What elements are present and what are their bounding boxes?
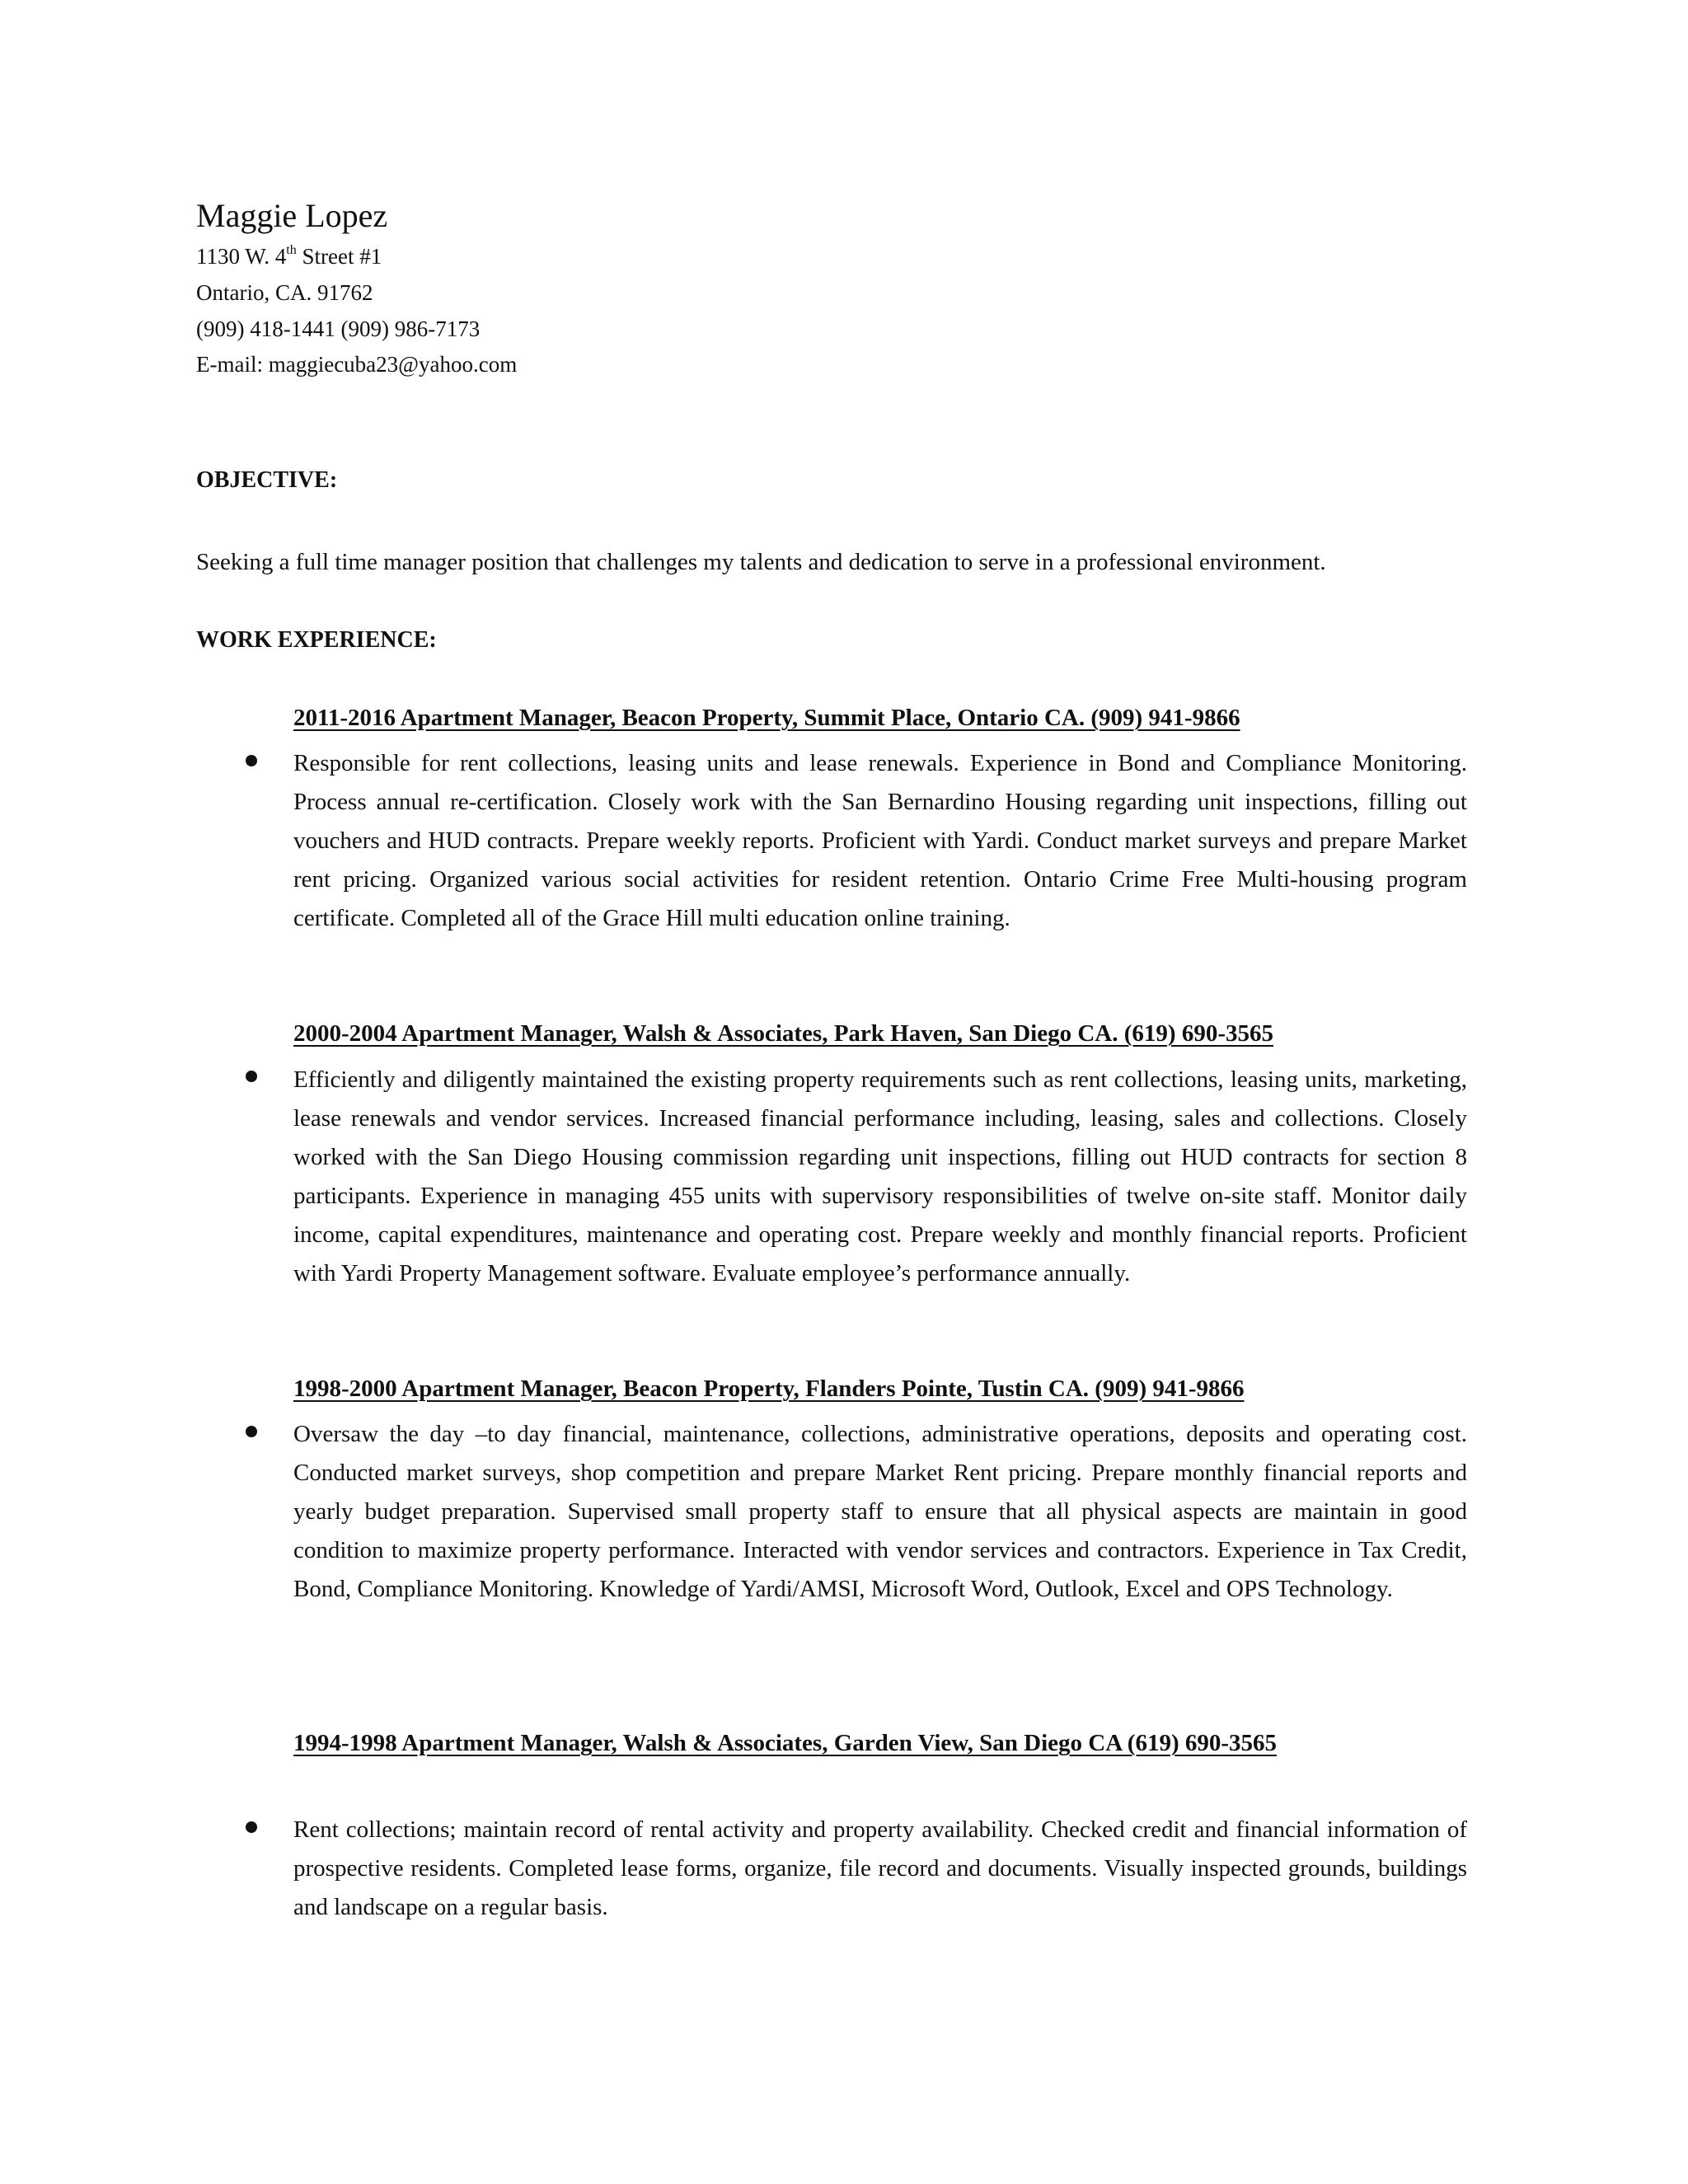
bullet-icon: [246, 755, 257, 766]
objective-heading: OBJECTIVE:: [196, 467, 338, 493]
applicant-name: Maggie Lopez: [196, 197, 388, 234]
job-description: Responsible for rent collections, leasing units and lease renewals. Experience in Bond and Compliance Monitoring. Process annual re-certification. Closely work with the San Bernardino Housing regarding unit inspections, filling out vouchers and HUD contracts. Prepare weekly reports. Proficient with Yardi. Conduct market surveys and prepare Market rent pricing. Organized various social activities for resident retention. Ontario Crime Free Multi-housing program certificate. Completed all of the Grace Hill multi education online training.: [293, 750, 1467, 931]
bullet-icon: [246, 1071, 257, 1082]
work-experience-heading: WORK EXPERIENCE:: [196, 627, 437, 653]
job-description: Oversaw the day –to day financial, maintenance, collections, administrative operations, deposits and operating cost. Conducted market surveys, shop competition and prepare Market Rent pricing. Prepare monthly financial reports and yearly budget preparation. Supervised small property staff to ensure that all physical aspects are maintain in good condition to maximize property performance. Interacted with vendor services and contractors. Experience in Tax Credit, Bond, Compliance Monitoring. Knowledge of Yardi/AMSI, Microsoft Word, Outlook, Excel and OPS Technology.: [293, 1421, 1467, 1602]
job-title: 2011-2016 Apartment Manager, Beacon Property, Summit Place, Ontario CA. (909) 941-9866: [293, 705, 1240, 731]
job-description: Rent collections; maintain record of rental activity and property availability. Checked credit and financial information of prospective residents. Completed lease forms, organize, file record and documents. Visually inspected grounds, buildings and landscape on a regular basis.: [293, 1816, 1467, 1920]
address-number: 1130 W. 4: [196, 244, 287, 269]
job-title: 1998-2000 Apartment Manager, Beacon Property, Flanders Pointe, Tustin CA. (909) 941-9866: [293, 1376, 1245, 1402]
job-title: 1994-1998 Apartment Manager, Walsh & Associates, Garden View, San Diego CA (619) 690-3565: [293, 1730, 1278, 1756]
bullet-icon: [246, 1821, 257, 1833]
job-description: Efficiently and diligently maintained the existing property requirements such as rent collections, leasing units, marketing, lease renewals and vendor services. Increased financial performance including, leasing, sales and collections. Closely worked with the San Diego Housing commission regarding unit inspections, filling out HUD contracts for section 8 participants. Experience in managing 455 units with supervisory responsibilities of twelve on-site staff. Monitor daily income, capital expenditures, maintenance and operating cost. Prepare weekly and monthly financial reports. Proficient with Yardi Property Management software. Evaluate employee’s performance annually.: [293, 1066, 1467, 1286]
email-line: E-mail: maggiecuba23@yahoo.com: [196, 352, 518, 377]
city-line: Ontario, CA. 91762: [196, 280, 373, 305]
objective-text: Seeking a full time manager position that challenges my talents and dedication to serve in a professional environment.: [196, 549, 1326, 575]
phone-line: (909) 418-1441 (909) 986-7173: [196, 316, 481, 341]
address-street: Street #1: [296, 244, 382, 269]
bullet-icon: [246, 1426, 257, 1437]
address-ordinal-suffix: th: [286, 243, 297, 257]
address-line: [196, 242, 382, 270]
job-title: 2000-2004 Apartment Manager, Walsh & Associates, Park Haven, San Diego CA. (619) 690-3565: [293, 1020, 1273, 1047]
